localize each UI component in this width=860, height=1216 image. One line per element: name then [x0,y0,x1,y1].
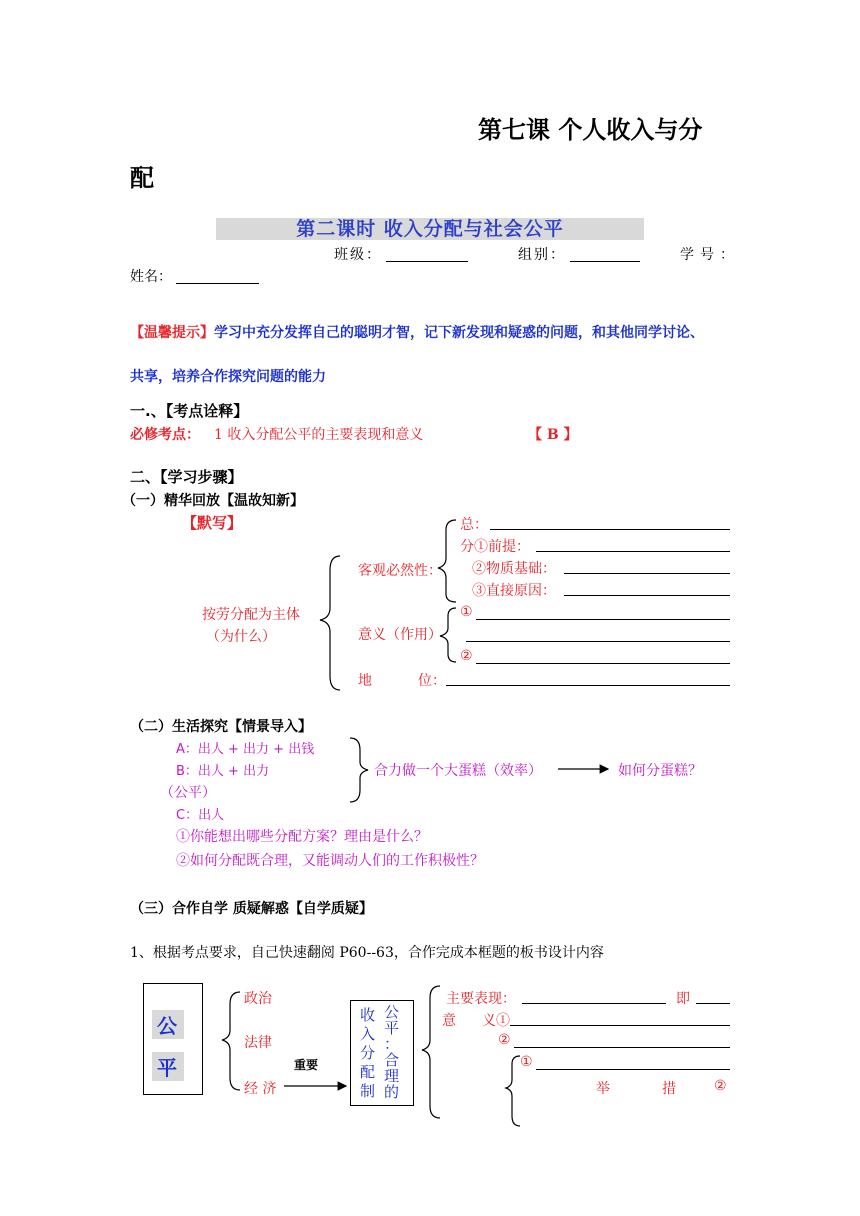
name-label: 姓名： [130,269,172,285]
box-char: 的 [384,1083,400,1101]
lesson-subtitle: 第二课时 收入分配与社会公平 [216,218,644,240]
brace-scenario [350,738,368,802]
measure-cuo: 措 [662,1081,676,1097]
necessity-material: ②物质基础： [472,561,556,577]
yi-label: 意 [442,1013,456,1029]
politics-label: 政治 [244,991,272,1007]
brace-measures [506,1056,520,1126]
tip-line2: 共享，培养合作探究问题的能力 [130,369,326,385]
page-title: 第七课 个人收入与分 [478,116,703,144]
main-manifest-label: 主要表现： [446,991,516,1007]
fair-char-2: 平 [152,1052,184,1081]
necessity-direct: ③直接原因： [472,583,556,599]
part2-heading: （二）生活探究【情景导入】 [130,719,312,735]
significance-1: ① [460,604,473,620]
page-title-continued: 配 [130,164,154,192]
brace-right [422,986,440,1118]
group-label: 组别： [518,247,566,263]
brace-significance [440,608,456,662]
scenario-b: B：出人 + 出力 [176,764,270,779]
class-label: 班级： [334,247,382,263]
brace-main [320,556,340,690]
significance-label: 意义（作用） [358,627,442,643]
yi-2-label: ② [498,1032,511,1048]
necessity-premise: 分①前提： [460,539,530,555]
box-char: 理 [384,1067,400,1085]
how-to-share: 如何分蛋糕？ [618,763,702,779]
significance-2: ② [460,648,473,664]
necessity-label: 客观必然性： [358,563,442,579]
box-char: 入 [360,1025,376,1043]
box-char: 合 [384,1051,400,1069]
law-label: 法律 [244,1035,272,1051]
box-char: 平 [384,1019,400,1037]
scenario-a: A：出人 + 出力 + 出钱 [176,742,315,757]
yi-1-label: 义① [482,1013,510,1029]
cake-efficiency: 合力做一个大蛋糕（效率） [374,763,542,779]
box-char: ： [384,1035,400,1053]
question-1: ①你能想出哪些分配方案？理由是什么？ [176,829,428,845]
part1-heading: （一）精华回放【温故知新】 [122,493,304,509]
tip-text1: 学习中充分发挥自己的聪明才智，记下新发现和疑惑的问题，和其他同学讨论、 [214,325,704,341]
dictation-label: 【默写】 [182,514,243,532]
part3-heading: （三）合作自学 质疑解惑【自学质疑】 [130,901,373,917]
box-char: 制 [360,1082,376,1100]
brace-necessity [438,520,456,602]
necessity-total: 总： [460,517,488,533]
question-2: ②如何分配既合理，又能调动人们的工作积极性？ [176,853,484,869]
exam-point-content: 1 收入分配公平的主要表现和意义 [214,427,424,443]
exam-point-label: 必修考点： [130,427,200,443]
box-char: 分 [360,1044,376,1062]
measure-ju: 举 [596,1081,610,1097]
brace-fair [222,992,240,1090]
box-char: 公 [384,1003,400,1021]
box-char: 收 [360,1006,376,1024]
status-label-b: 位： [418,673,446,689]
box-char: 配 [360,1063,376,1081]
fair-char-1: 公 [152,1010,184,1039]
scenario-c: C：出人 [176,808,225,823]
section2-heading: 二、【学习步骤】 [130,468,243,486]
ji-label: 即 [676,991,690,1007]
instruction: 1、根据考点要求，自己快速翻阅 P60--63，合作完成本框题的板书设计内容 [130,945,604,961]
tip-bracket: 【温馨提示】 [130,325,214,341]
section1-heading: 一.、【考点诠释】 [130,402,249,420]
id-label: 学号： [680,247,740,263]
scenario-fair: （公平） [160,785,216,801]
economy-label: 经 济 [244,1081,277,1097]
status-label-a: 地 [358,673,372,689]
measure-2: ② [714,1078,727,1094]
important-label: 重要 [294,1058,319,1072]
exam-level: 【 B 】 [528,427,578,443]
measure-1: ① [520,1054,533,1070]
root-line1: 按劳分配为主体 [202,607,300,623]
root-line2: （为什么） [206,629,276,645]
